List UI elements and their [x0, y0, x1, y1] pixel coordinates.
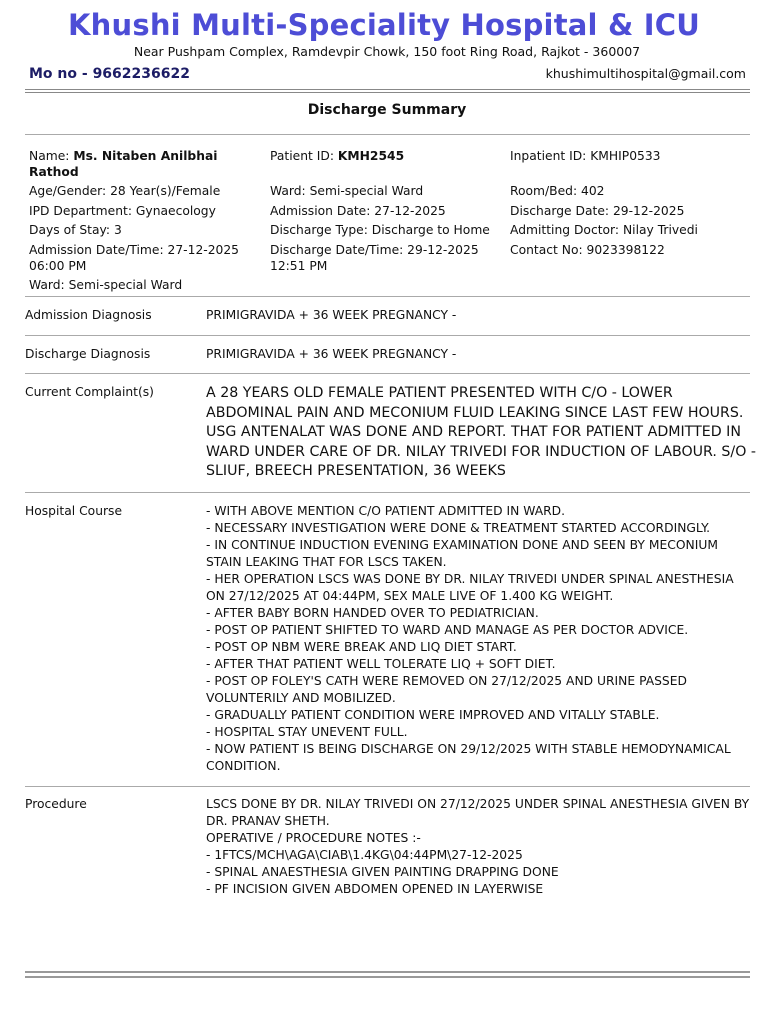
contact-no: Contact No: 9023398122 [510, 243, 665, 257]
admission-datetime [29, 242, 239, 274]
admission-diagnosis-line: PRIMIGRAVIDA + 36 WEEK PREGNANCY - [206, 308, 457, 322]
complaint-line: ABDOMINAL PAIN AND MECONIUM FLUID LEAKING SINCE LAST FEW HOURS. [206, 404, 744, 421]
hospital-course-line: - AFTER BABY BORN HANDED OVER TO PEDIATRICIAN. [206, 606, 539, 620]
hospital-course-line: STAIN LEAKING THAT FOR LSCS TAKEN. [206, 555, 447, 569]
patient-name-value-1: Ms. Nitaben Anilbhai [73, 149, 218, 163]
patient-name-label: Name: [29, 149, 74, 163]
hospital-name: Khushi Multi-Speciality Hospital & ICU [68, 8, 700, 42]
complaint-line: SLIUF, BREECH PRESENTATION, 36 WEEKS [206, 463, 506, 480]
hospital-course-line: - POST OP PATIENT SHIFTED TO WARD AND MANAGE AS PER DOCTOR ADVICE. [206, 623, 689, 637]
section-divider [25, 335, 750, 336]
discharge-type: Discharge Type: Discharge to Home [270, 223, 490, 237]
complaint-line: USG ANTENALAT WAS DONE AND REPORT. THAT FOR PATIENT ADMITTED IN [206, 424, 741, 441]
inpatient-id: Inpatient ID: KMHIP0533 [510, 149, 661, 163]
document-title: Discharge Summary [307, 102, 467, 118]
discharge-datetime-line-2: 12:51 PM [270, 259, 328, 273]
procedure-line: DR. PRANAV SHETH. [206, 814, 330, 828]
hospital-course-line: - HER OPERATION LSCS WAS DONE BY DR. NILAY TRIVEDI UNDER SPINAL ANESTHESIA [206, 572, 734, 586]
procedure-line: - PF INCISION GIVEN ABDOMEN OPENED IN LAYERWISE [206, 882, 544, 896]
patient-id-value: KMH2545 [337, 149, 405, 163]
hospital-course-line: - HOSPITAL STAY UNEVENT FULL. [206, 725, 408, 739]
current-complaints-value [206, 384, 756, 482]
hospital-course-line: ON 27/12/2025 AT 04:44PM, SEX MALE LIVE OF 1.400 KG WEIGHT. [206, 589, 614, 603]
current-complaints-label: Current Complaint(s) [25, 385, 154, 399]
procedure-line: - 1FTCS/MCH\AGA\CIAB\1.4KG\04:44PM\27-12-2025 [206, 848, 523, 862]
days-of-stay: Days of Stay: 3 [29, 223, 122, 237]
room-bed: Room/Bed: 402 [510, 184, 605, 198]
ward: Ward: Semi-special Ward [270, 184, 424, 198]
hospital-course-label: Hospital Course [25, 504, 123, 518]
discharge-datetime [270, 242, 479, 274]
section-divider [25, 296, 750, 297]
discharge-date: Discharge Date: 29-12-2025 [510, 204, 685, 218]
title-divider [25, 134, 750, 135]
header-divider-bottom [25, 92, 750, 93]
hospital-mobile: Mo no - 9662236622 [29, 66, 190, 82]
admission-diagnosis-value [206, 307, 751, 324]
hospital-address: Near Pushpam Complex, Ramdevpir Chowk, 150 foot Ring Road, Rajkot - 360007 [133, 44, 641, 59]
patient-name-value-2: Rathod [29, 165, 79, 179]
procedure-label: Procedure [25, 797, 87, 811]
admission-datetime-line-2: 06:00 PM [29, 259, 87, 273]
hospital-course-line: - GRADUALLY PATIENT CONDITION WERE IMPROVED AND VITALLY STABLE. [206, 708, 660, 722]
hospital-email: khushimultihospital@gmail.com [545, 66, 746, 81]
hospital-course-line: - WITH ABOVE MENTION C/O PATIENT ADMITTED IN WARD. [206, 504, 566, 518]
patient-id-label: Patient ID: [270, 149, 338, 163]
procedure-value [206, 796, 751, 898]
hospital-course-line: - NECESSARY INVESTIGATION WERE DONE & TREATMENT STARTED ACCORDINGLY. [206, 521, 711, 535]
section-divider [25, 373, 750, 374]
section-divider [25, 786, 750, 787]
footer-divider-bottom [25, 976, 750, 978]
hospital-course-line: - POST OP NBM WERE BREAK AND LIQ DIET START. [206, 640, 517, 654]
patient-name [29, 148, 259, 180]
hospital-course-line: CONDITION. [206, 759, 281, 773]
discharge-diagnosis-value [206, 346, 751, 363]
admission-datetime-line-1: Admission Date/Time: 27-12-2025 [29, 243, 239, 257]
discharge-datetime-line-1: Discharge Date/Time: 29-12-2025 [270, 243, 479, 257]
hospital-course-line: - IN CONTINUE INDUCTION EVENING EXAMINATION DONE AND SEEN BY MECONIUM [206, 538, 718, 552]
hospital-course-line: - POST OP FOLEY'S CATH WERE REMOVED ON 27/12/2025 AND URINE PASSED [206, 674, 687, 688]
hospital-course-line: - NOW PATIENT IS BEING DISCHARGE ON 29/12/2025 WITH STABLE HEMODYNAMICAL [206, 742, 731, 756]
procedure-line: - SPINAL ANAESTHESIA GIVEN PAINTING DRAPPING DONE [206, 865, 559, 879]
admitting-doctor: Admitting Doctor: Nilay Trivedi [510, 223, 698, 237]
admission-date: Admission Date: 27-12-2025 [270, 204, 446, 218]
hospital-course-line: VOLUNTERILY AND MOBILIZED. [206, 691, 396, 705]
discharge-diagnosis-label: Discharge Diagnosis [25, 347, 151, 361]
ward-repeat: Ward: Semi-special Ward [29, 278, 183, 292]
age-gender: Age/Gender: 28 Year(s)/Female [29, 184, 221, 198]
hospital-course-line: - AFTER THAT PATIENT WELL TOLERATE LIQ + SOFT DIET. [206, 657, 556, 671]
admission-diagnosis-label: Admission Diagnosis [25, 308, 152, 322]
hospital-course-value [206, 503, 751, 775]
patient-id [270, 148, 404, 164]
procedure-line: LSCS DONE BY DR. NILAY TRIVEDI ON 27/12/2025 UNDER SPINAL ANESTHESIA GIVEN BY [206, 797, 750, 811]
header-divider-top [25, 89, 750, 90]
complaint-line: A 28 YEARS OLD FEMALE PATIENT PRESENTED WITH C/O - LOWER [206, 385, 673, 401]
discharge-diagnosis-line: PRIMIGRAVIDA + 36 WEEK PREGNANCY - [206, 347, 457, 361]
ipd-department: IPD Department: Gynaecology [29, 204, 216, 218]
complaint-line: WARD UNDER CARE OF DR. NILAY TRIVEDI FOR INDUCTION OF LABOUR. S/O - [206, 443, 756, 460]
footer-divider-top [25, 971, 750, 973]
procedure-line: OPERATIVE / PROCEDURE NOTES :- [206, 831, 421, 845]
section-divider [25, 492, 750, 493]
